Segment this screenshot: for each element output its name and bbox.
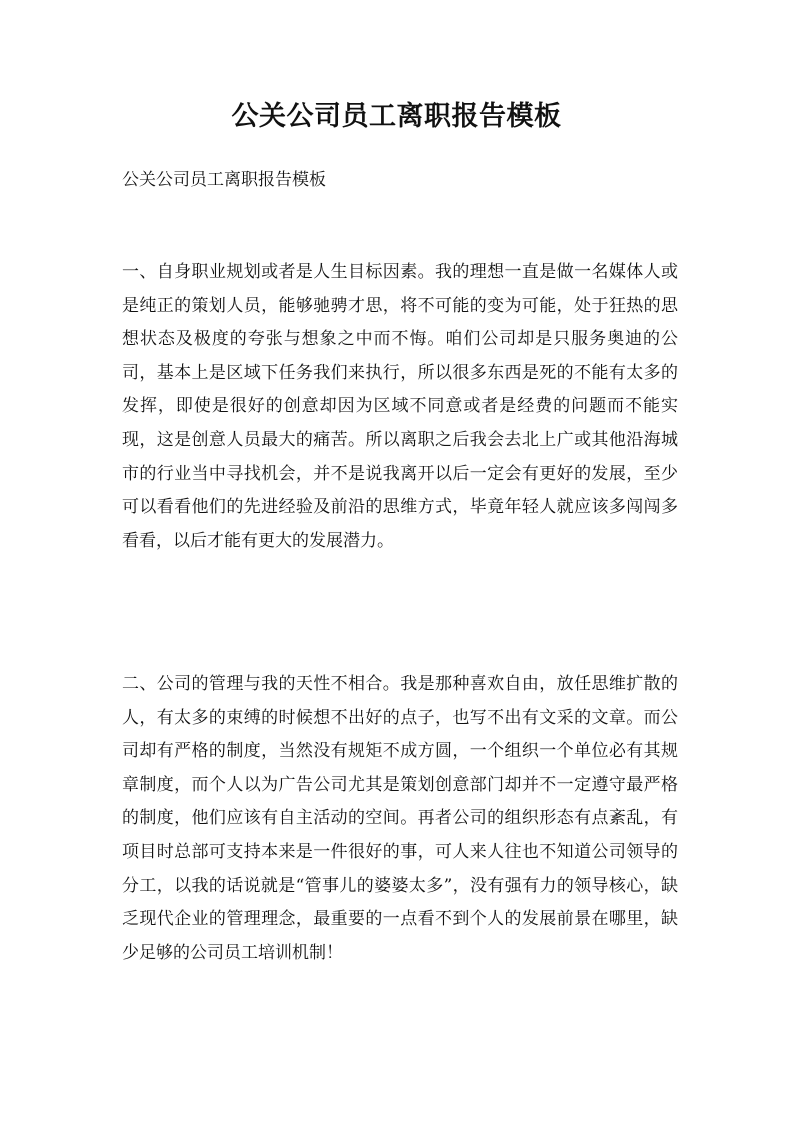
document-title: 公关公司员工离职报告模板 [231,101,562,132]
paragraph-2: 二、公司的管理与我的天性不相合。我是那种喜欢自由，放任思维扩散的人，有太多的束缚的时候想不出好的点子，也写不出有文采的文章。而公司却有严格的制度，当然没有规矩不成方圆，一个组织一个单位必有其规章制度，而个人以为广告公司尤其是策划创意部门却并不一定遵守最严格的制度，他们应该有自主活动的空间。再者公司的组织形态有点紊乱，有项目时总部可支持本来是一件很好的事，可人来人往也不知道公司领导的分工，以我的话说就是“管事儿的婆婆太多”，没有强有力的领导核心，缺乏现代企业的管理理念，最重要的一点看不到个人的发展前景在哪里，缺少足够的公司员工培训机制！ [122,674,678,963]
paragraph-1: 一、自身职业规划或者是人生目标因素。我的理想一直是做一名媒体人或是纯正的策划人员，能够驰骋才思，将不可能的变为可能，处于狂热的思想状态及极度的夸张与想象之中而不悔。咱们公司却是只服务奥迪的公司，基本上是区域下任务我们来执行，所以很多东西是死的不能有太多的发挥，即使是很好的创意却因为区域不同意或者是经费的问题而不能实现，这是创意人员最大的痛苦。所以离职之后我会去北上广或其他沿海城市的行业当中寻找机会，并不是说我离开以后一定会有更好的发展，至少可以看看他们的先进经验及前沿的思维方式，毕竟年轻人就应该多闯闯多看看，以后才能有更大的发展潜力。 [122,262,678,551]
document-subtitle: 公关公司员工离职报告模板 [122,170,326,190]
